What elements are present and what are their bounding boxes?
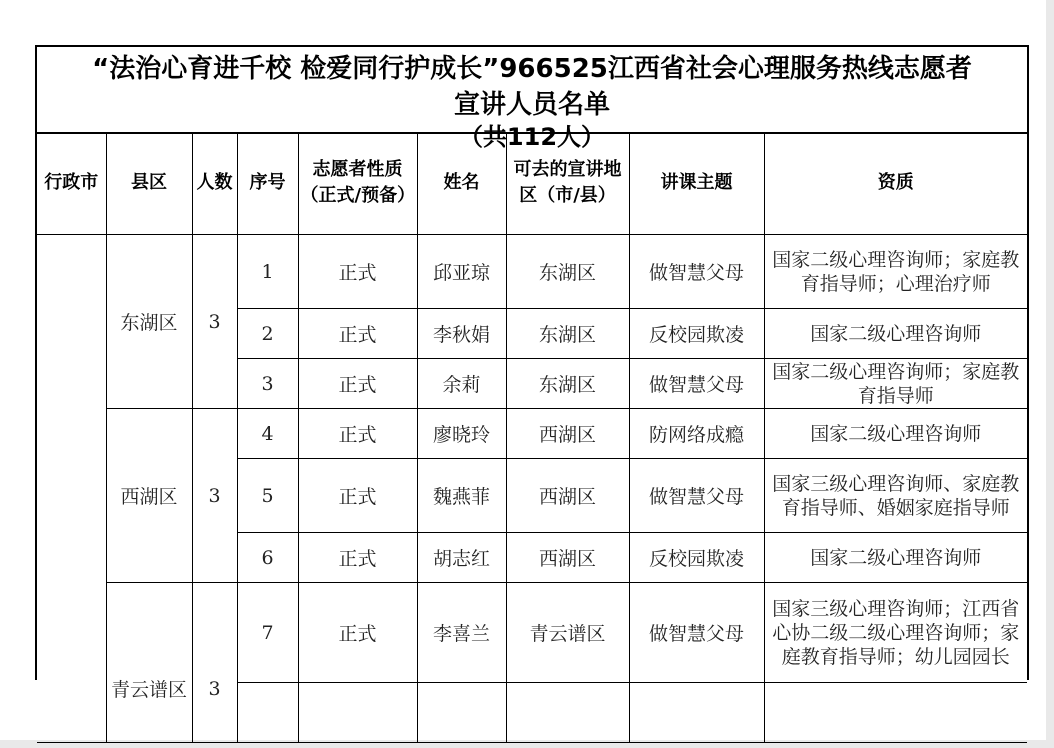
header-area: 可去的宣讲地区（市/县） — [506, 132, 629, 235]
count-cell — [192, 583, 237, 743]
topic-cell — [629, 683, 764, 743]
city-cell — [37, 235, 106, 743]
type-cell: 正式 — [298, 235, 417, 309]
name-cell — [417, 683, 506, 743]
header-county: 县区 — [106, 132, 192, 235]
qualification-cell: 国家二级心理咨询师；家庭教育指导师 — [764, 359, 1027, 409]
qualification-cell — [764, 683, 1027, 743]
type-cell: 正式 — [298, 459, 417, 533]
qualification-cell: 国家三级心理咨询师、家庭教育指导师、婚姻家庭指导师 — [764, 459, 1027, 533]
type-cell: 正式 — [298, 583, 417, 683]
county-cell-label: 青云谱区 — [110, 679, 187, 701]
number-cell: 4 — [237, 409, 298, 459]
area-cell: 青云谱区 — [506, 583, 629, 683]
name-cell: 魏燕菲 — [417, 459, 506, 533]
type-cell: 正式 — [298, 409, 417, 459]
table-row — [37, 409, 1027, 459]
volunteer-table-sheet — [35, 45, 1029, 701]
count-cell: 3 — [192, 235, 237, 409]
qualification-cell: 国家三级心理咨询师；江西省心协二级二级心理咨询师；家庭教育指导师；幼儿园园长 — [764, 583, 1027, 683]
county-cell: 西湖区 — [106, 409, 192, 583]
type-cell: 正式 — [298, 533, 417, 583]
qualification-cell: 国家二级心理咨询师 — [764, 309, 1027, 359]
topic-cell: 防网络成瘾 — [629, 409, 764, 459]
header-qualification: 资质 — [764, 132, 1027, 235]
area-cell: 东湖区 — [506, 359, 629, 409]
number-cell: 7 — [237, 583, 298, 683]
topic-cell: 做智慧父母 — [629, 583, 764, 683]
header-row — [37, 132, 1027, 235]
header-volunteer-type: 志愿者性质（正式/预备） — [298, 132, 417, 235]
county-cell — [106, 583, 192, 743]
type-cell — [298, 683, 417, 743]
number-cell: 2 — [237, 309, 298, 359]
table-row — [37, 583, 1027, 683]
topic-cell: 做智慧父母 — [629, 459, 764, 533]
title-line-3: （共112人） — [458, 123, 606, 151]
name-cell: 邱亚琼 — [417, 235, 506, 309]
document-title — [37, 47, 1027, 151]
header-number: 序号 — [237, 132, 298, 235]
area-cell — [506, 683, 629, 743]
area-cell: 西湖区 — [506, 533, 629, 583]
number-cell: 5 — [237, 459, 298, 533]
title-line-1: “法治心育进千校 检爱同行护成长”966525江西省社会心理服务热线志愿者 — [92, 54, 972, 84]
number-cell — [237, 683, 298, 743]
topic-cell: 反校园欺凌 — [629, 533, 764, 583]
qualification-cell: 国家二级心理咨询师 — [764, 409, 1027, 459]
volunteer-table — [37, 132, 1027, 743]
topic-cell: 做智慧父母 — [629, 359, 764, 409]
county-cell: 东湖区 — [106, 235, 192, 409]
qualification-cell: 国家二级心理咨询师 — [764, 533, 1027, 583]
area-cell: 东湖区 — [506, 235, 629, 309]
header-name: 姓名 — [417, 132, 506, 235]
title-line-2: 宣讲人员名单 — [453, 90, 610, 120]
name-cell: 廖晓玲 — [417, 409, 506, 459]
header-city: 行政市 — [37, 132, 106, 235]
header-count: 人数 — [192, 132, 237, 235]
count-cell: 3 — [192, 409, 237, 583]
count-cell-label: 3 — [208, 677, 221, 700]
name-cell: 李喜兰 — [417, 583, 506, 683]
name-cell: 余莉 — [417, 359, 506, 409]
qualification-cell: 国家二级心理咨询师；家庭教育指导师；心理治疗师 — [764, 235, 1027, 309]
topic-cell: 做智慧父母 — [629, 235, 764, 309]
area-cell: 西湖区 — [506, 409, 629, 459]
table-row — [37, 235, 1027, 309]
name-cell: 李秋娟 — [417, 309, 506, 359]
number-cell: 6 — [237, 533, 298, 583]
topic-cell: 反校园欺凌 — [629, 309, 764, 359]
number-cell: 3 — [237, 359, 298, 409]
header-topic: 讲课主题 — [629, 132, 764, 235]
area-cell: 西湖区 — [506, 459, 629, 533]
area-cell: 东湖区 — [506, 309, 629, 359]
number-cell: 1 — [237, 235, 298, 309]
type-cell: 正式 — [298, 359, 417, 409]
type-cell: 正式 — [298, 309, 417, 359]
name-cell: 胡志红 — [417, 533, 506, 583]
